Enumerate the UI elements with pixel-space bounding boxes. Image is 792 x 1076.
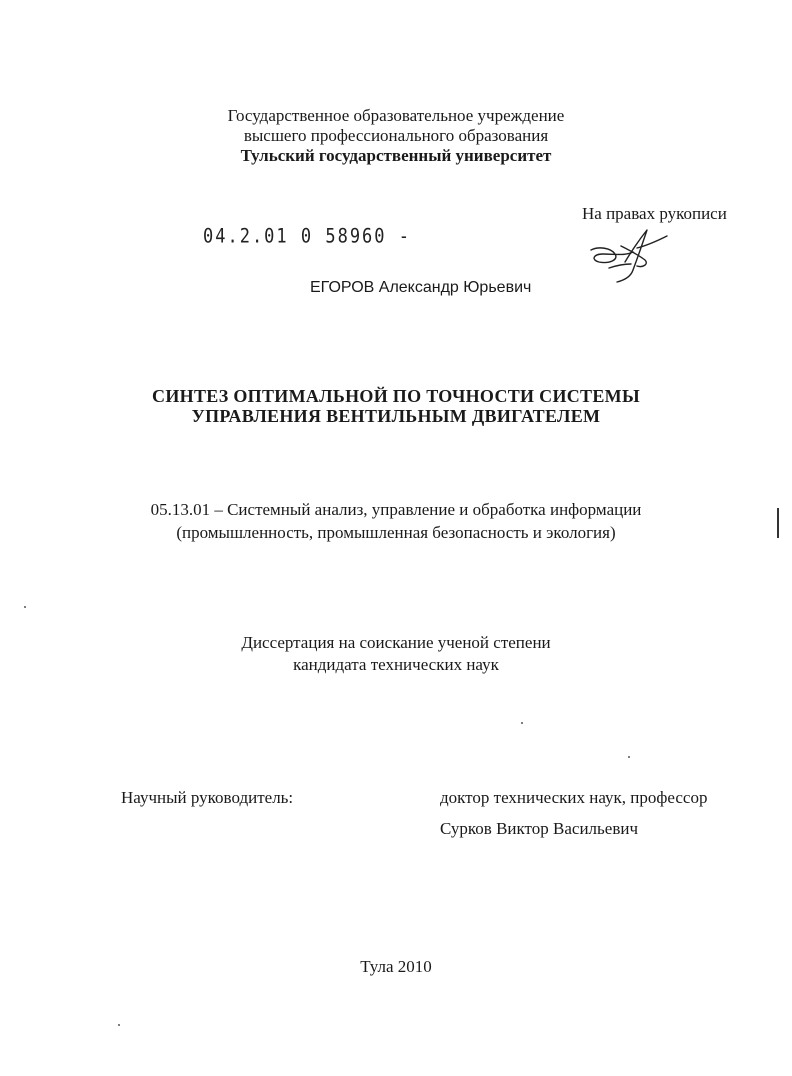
- scan-speck: [521, 722, 523, 724]
- scan-margin-mark: [777, 508, 779, 538]
- supervisor-label: Научный руководитель:: [121, 788, 294, 807]
- institution-line-2: высшего профессионального образования: [243, 126, 549, 145]
- degree-line-1: Диссертация на соискание ученой степени: [241, 633, 551, 652]
- specialty-line-2: (промышленность, промышленная безопасность и экология): [176, 523, 616, 542]
- scan-speck: [118, 1024, 120, 1026]
- scan-speck: [628, 756, 630, 758]
- supervisor-credentials: доктор технических наук, профессор: [440, 788, 708, 807]
- city-year: Тула 2010: [360, 957, 432, 976]
- handwritten-signature-icon: [585, 224, 675, 286]
- specialty-line-1: 05.13.01 – Системный анализ, управление и обработка информации: [150, 500, 642, 519]
- university-name: Тульский государственный университет: [240, 146, 552, 165]
- scan-speck: [24, 606, 26, 608]
- manuscript-note: На правах рукописи: [582, 204, 727, 223]
- dissertation-title-line-2: УПРАВЛЕНИЯ ВЕНТИЛЬНЫМ ДВИГАТЕЛЕМ: [191, 406, 601, 426]
- dissertation-title-line-1: СИНТЕЗ ОПТИМАЛЬНОЙ ПО ТОЧНОСТИ СИСТЕМЫ: [152, 386, 640, 406]
- degree-line-2: кандидата технических наук: [293, 655, 499, 674]
- registration-number: 04.2.01 0 58960 -: [203, 225, 411, 248]
- supervisor-name: Сурков Виктор Васильевич: [440, 819, 638, 838]
- institution-line-1: Государственное образовательное учреждение: [227, 106, 565, 125]
- author-name: ЕГОРОВ Александр Юрьевич: [310, 279, 532, 296]
